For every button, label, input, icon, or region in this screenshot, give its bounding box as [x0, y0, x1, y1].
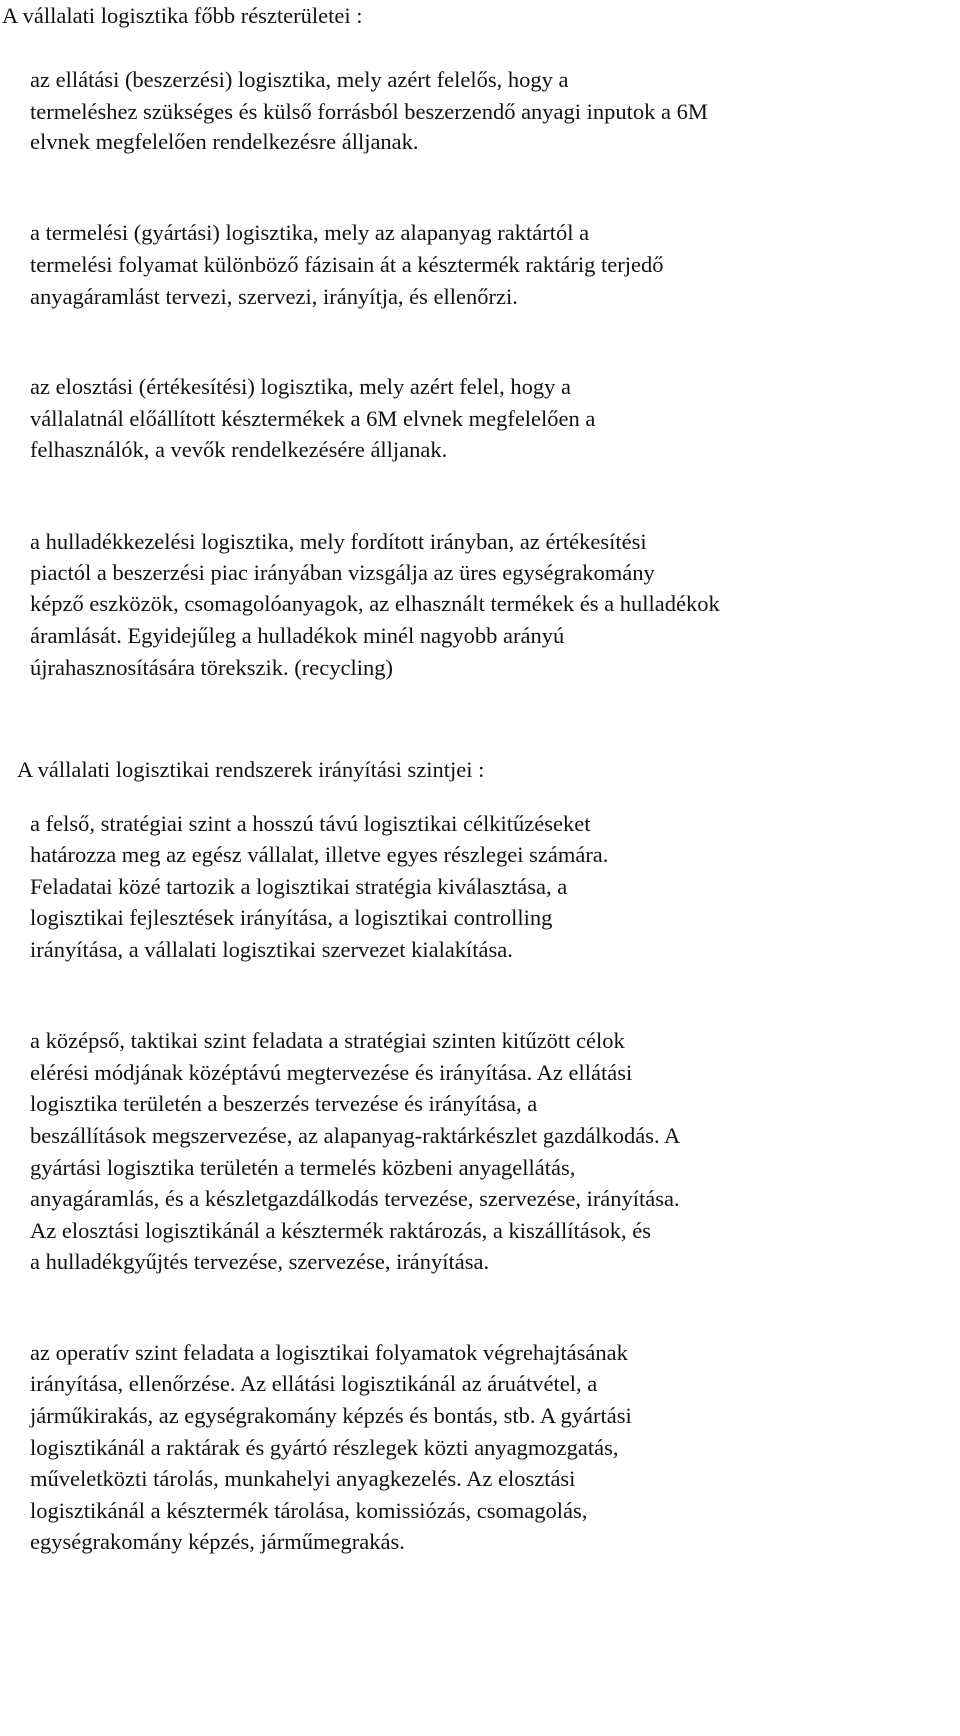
paragraph-line: az elosztási (értékesítési) logisztika, mely azért felel, hogy a	[30, 374, 572, 399]
paragraph-line: felhasználók, a vevők rendelkezésére álljanak.	[30, 437, 448, 462]
paragraph-line: képző eszközök, csomagolóanyagok, az elhasznált termékek és a hulladékok	[30, 591, 720, 616]
paragraph-line: a termelési (gyártási) logisztika, mely az alapanyag raktártól a	[30, 220, 590, 245]
paragraph-line: piactól a beszerzési piac irányában vizsgálja az üres egységrakomány	[30, 560, 655, 585]
paragraph-line: elvnek megfelelően rendelkezésre álljanak.	[30, 129, 419, 154]
paragraph-line: járműkirakás, az egységrakomány képzés és bontás, stb. A gyártási	[30, 1403, 632, 1428]
paragraph-line: határozza meg az egész vállalat, illetve egyes részlegei számára.	[30, 842, 609, 867]
paragraph-line: újrahasznosítására törekszik. (recycling)	[30, 655, 393, 680]
paragraph-line: logisztikánál a raktárak és gyártó részlegek közti anyagmozgatás,	[30, 1435, 619, 1460]
paragraph-line: Az elosztási logisztikánál a késztermék raktározás, a kiszállítások, és	[30, 1218, 652, 1243]
paragraph-line: termeléshez szükséges és külső forrásból beszerzendő anyagi inputok a 6M	[30, 99, 708, 124]
paragraph-line: elérési módjának középtávú megtervezése és irányítása. Az ellátási	[30, 1060, 633, 1085]
paragraph-line: egységrakomány képzés, járműmegrakás.	[30, 1529, 405, 1554]
paragraph-line: a hulladékkezelési logisztika, mely fordított irányban, az értékesítési	[30, 529, 647, 554]
paragraph-line: irányítása, ellenőrzése. Az ellátási logisztikánál az áruátvétel, a	[30, 1371, 598, 1396]
paragraph-line: műveletközti tárolás, munkahelyi anyagkezelés. Az elosztási	[30, 1466, 576, 1491]
heading-control-levels: A vállalati logisztikai rendszerek irányítási szintjei :	[17, 757, 485, 782]
paragraph-line: a hulladékgyűjtés tervezése, szervezése, irányítása.	[30, 1249, 490, 1274]
paragraph-line: logisztikánál a késztermék tárolása, komissiózás, csomagolás,	[30, 1498, 588, 1523]
paragraph-line: az operatív szint feladata a logisztikai folyamatok végrehajtásának	[30, 1340, 628, 1365]
paragraph-line: logisztika területén a beszerzés tervezése és irányítása, a	[30, 1091, 538, 1116]
paragraph-line: anyagáramlás, és a készletgazdálkodás tervezése, szervezése, irányítása.	[30, 1186, 680, 1211]
paragraph-line: vállalatnál előállított késztermékek a 6M elvnek megfelelően a	[30, 406, 596, 431]
paragraph-line: Feladatai közé tartozik a logisztikai stratégia kiválasztása, a	[30, 874, 568, 899]
paragraph-line: gyártási logisztika területén a termelés közbeni anyagellátás,	[30, 1155, 576, 1180]
paragraph-line: beszállítások megszervezése, az alapanyag-raktárkészlet gazdálkodás. A	[30, 1123, 681, 1148]
heading-logistics-areas: A vállalati logisztika főbb részterületei :	[2, 3, 363, 28]
paragraph-line: az ellátási (beszerzési) logisztika, mely azért felelős, hogy a	[30, 67, 569, 92]
paragraph-line: a felső, stratégiai szint a hosszú távú logisztikai célkitűzéseket	[30, 811, 591, 836]
paragraph-line: irányítása, a vállalati logisztikai szervezet kialakítása.	[30, 937, 513, 962]
paragraph-line: a középső, taktikai szint feladata a stratégiai szinten kitűzött célok	[30, 1028, 625, 1053]
paragraph-line: áramlását. Egyidejűleg a hulladékok minél nagyobb arányú	[30, 623, 565, 648]
paragraph-line: anyagáramlást tervezi, szervezi, irányítja, és ellenőrzi.	[30, 284, 518, 309]
paragraph-line: logisztikai fejlesztések irányítása, a logisztikai controlling	[30, 905, 553, 930]
paragraph-line: termelési folyamat különböző fázisain át a késztermék raktárig terjedő	[30, 252, 664, 277]
